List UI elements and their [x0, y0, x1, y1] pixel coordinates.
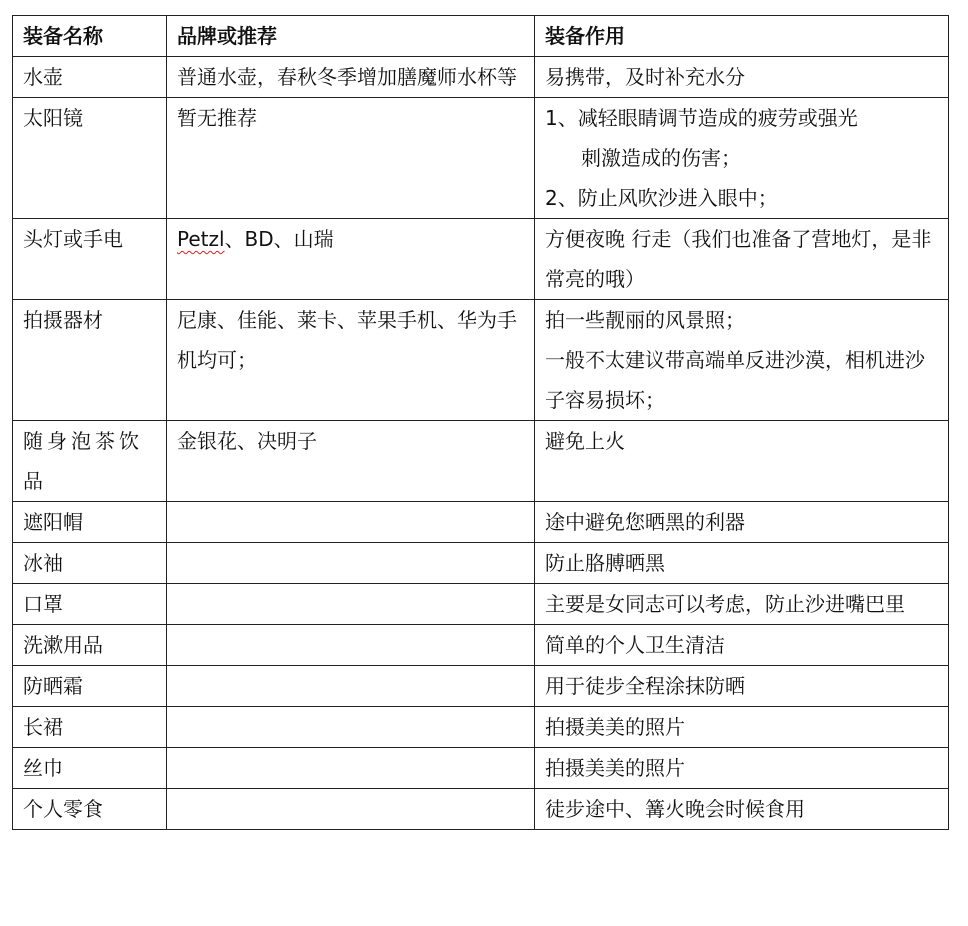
equipment-name-cell: 水壶	[13, 57, 167, 98]
purpose-cell	[535, 98, 949, 219]
table-row	[13, 748, 949, 789]
equipment-name-cell: 洗漱用品	[13, 625, 167, 666]
equipment-name-cell: 拍摄器材	[13, 300, 167, 421]
purpose-line: 拍一些靓丽的风景照；	[545, 308, 745, 332]
equipment-name-cell: 太阳镜	[13, 98, 167, 219]
table-row	[13, 502, 949, 543]
table-row	[13, 584, 949, 625]
header-purpose: 装备作用	[535, 16, 949, 57]
table-row	[13, 300, 949, 421]
table-row	[13, 789, 949, 830]
brand-cell	[167, 543, 535, 584]
brand-cell	[167, 789, 535, 830]
header-equipment-name: 装备名称	[13, 16, 167, 57]
brand-cell	[167, 748, 535, 789]
equipment-name-cell: 个人零食	[13, 789, 167, 830]
equipment-name-cell: 随身泡茶饮品	[13, 421, 167, 502]
brand-cell	[167, 502, 535, 543]
purpose-cell: 徒步途中、篝火晚会时候食用	[535, 789, 949, 830]
table-row	[13, 421, 949, 502]
equipment-name-cell: 遮阳帽	[13, 502, 167, 543]
equipment-name-cell: 防晒霜	[13, 666, 167, 707]
purpose-cell: 简单的个人卫生清洁	[535, 625, 949, 666]
equipment-table	[12, 15, 949, 830]
brand-cell: 金银花、决明子	[167, 421, 535, 502]
table-row	[13, 707, 949, 748]
equipment-name-cell: 长裙	[13, 707, 167, 748]
purpose-cell: 方便夜晚 行走（我们也准备了营地灯，是非常亮的哦）	[535, 219, 949, 300]
equipment-name-cell: 丝巾	[13, 748, 167, 789]
purpose-line: 1、减轻眼睛调节造成的疲劳或强光	[545, 106, 858, 130]
purpose-line: 一般不太建议带高端单反进沙漠，相机进沙子容易损坏；	[545, 348, 925, 412]
purpose-cell: 防止胳膊晒黑	[535, 543, 949, 584]
equipment-name-cell: 口罩	[13, 584, 167, 625]
purpose-cell: 避免上火	[535, 421, 949, 502]
purpose-cell: 途中避免您晒黑的利器	[535, 502, 949, 543]
table-row	[13, 98, 949, 219]
purpose-cell: 易携带，及时补充水分	[535, 57, 949, 98]
brand-cell	[167, 625, 535, 666]
equipment-name-cell: 头灯或手电	[13, 219, 167, 300]
table-row	[13, 57, 949, 98]
purpose-cell: 用于徒步全程涂抹防晒	[535, 666, 949, 707]
spellcheck-flagged-word: Petzl	[177, 227, 225, 251]
brand-cell: 普通水壶，春秋冬季增加膳魔师水杯等	[167, 57, 535, 98]
equipment-name-cell: 冰袖	[13, 543, 167, 584]
purpose-cell	[535, 300, 949, 421]
table-row	[13, 625, 949, 666]
header-brand: 品牌或推荐	[167, 16, 535, 57]
purpose-line: 刺激造成的伤害；	[581, 146, 741, 170]
table-row	[13, 219, 949, 300]
purpose-cell: 主要是女同志可以考虑，防止沙进嘴巴里	[535, 584, 949, 625]
table-row	[13, 543, 949, 584]
purpose-cell: 拍摄美美的照片	[535, 707, 949, 748]
table-row	[13, 666, 949, 707]
purpose-cell: 拍摄美美的照片	[535, 748, 949, 789]
purpose-line: 2、防止风吹沙进入眼中；	[545, 186, 778, 210]
brand-cell	[167, 584, 535, 625]
brand-cell	[167, 666, 535, 707]
table-header-row	[13, 16, 949, 57]
brand-cell	[167, 707, 535, 748]
brand-cell: Petzl、BD、山瑞	[167, 219, 535, 300]
brand-cell: 暂无推荐	[167, 98, 535, 219]
brand-cell: 尼康、佳能、莱卡、苹果手机、华为手机均可；	[167, 300, 535, 421]
